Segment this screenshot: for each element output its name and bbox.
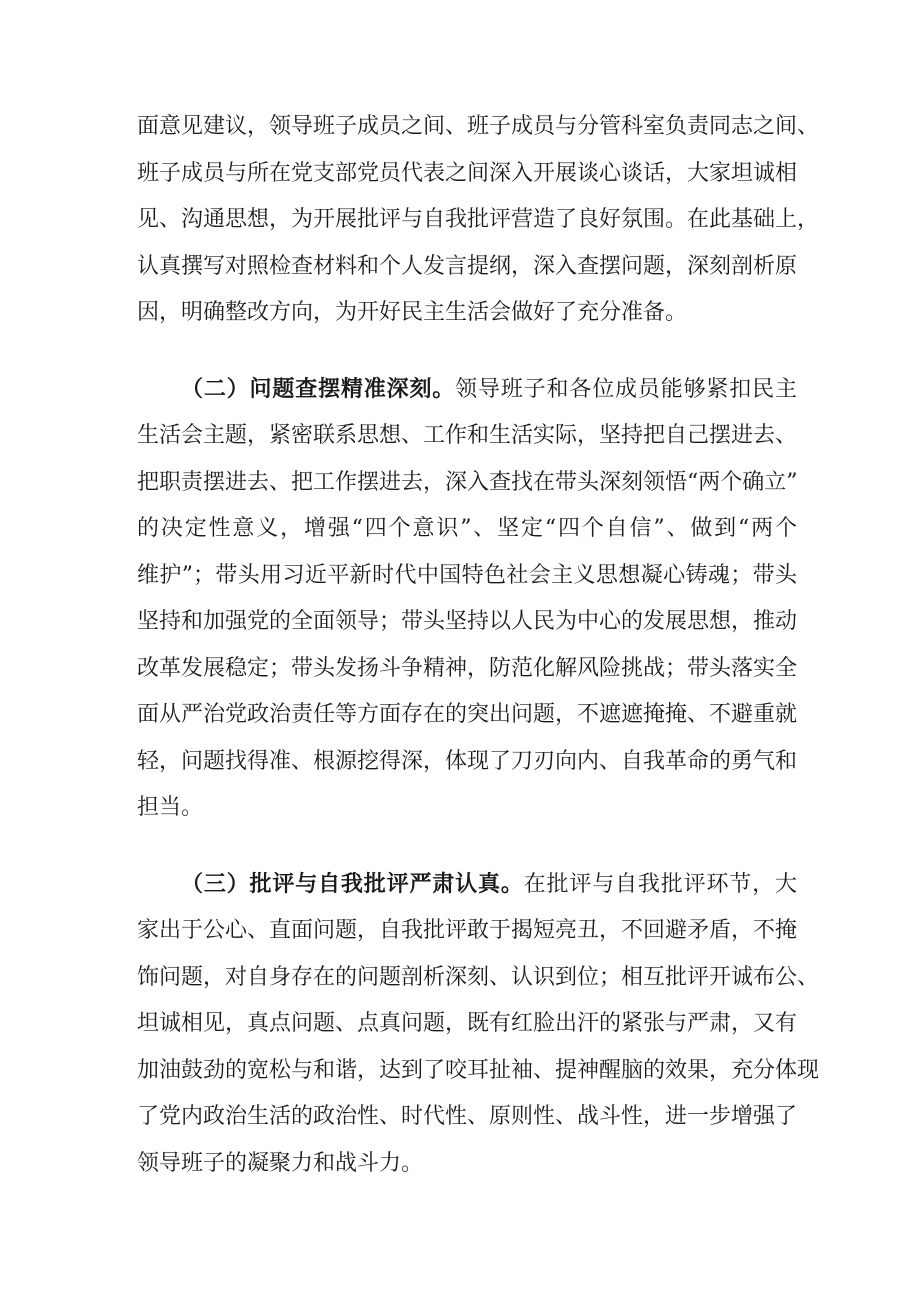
paragraph-first-line [137,367,797,414]
paragraph-line: 因，明确整改方向，为开好民主生活会做好了充分准备。 [137,300,688,325]
paragraph-line: 维护”；带头用习近平新时代中国特色社会主义思想凝心铸魂；带头 [137,562,797,588]
paragraph-spacer [137,832,797,862]
paragraph-line: 家出于公心、直面问题，自我批评敢于揭短亮丑，不回避矛盾，不掩 [137,918,798,943]
paragraph-line: 坚持和加强党的全面领导；带头坚持以人民为中心的发展思想，推动 [137,609,798,634]
section-heading: （三）批评与自我批评严肃认真。 [181,871,524,897]
paragraph-line: 班子成员与所在党支部党员代表之间深入开展谈心谈话，大家坦诚相 [137,160,798,186]
paragraph-line: 饰问题，对自身存在的问题剖析深刻、认识到位；相互批评开诚布公、 [137,964,820,990]
paragraph-line: 面意见建议，领导班子成员之间、班子成员与分管科室负责同志之间、 [137,114,820,139]
paragraph-line: 面从严治党政治责任等方面存在的突出问题，不遮遮掩掩、不避重就 [137,702,798,727]
paragraph-line: 把职责摆进去、把工作摆进去，深入查找在带头深刻领悟“两个确立” [137,469,798,495]
document-body [137,104,820,1187]
paragraph-2 [137,367,797,832]
paragraph-line: 加油鼓劲的宽松与和谐，达到了咬耳扯袖、提神醒脑的效果，充分体现 [137,1057,820,1083]
paragraph-line: 的决定性意义，增强“四个意识”、坚定“四个自信”、做到“两个 [137,516,797,541]
paragraph-line: 担当。 [137,795,204,820]
paragraph-line: 生活会主题，紧密联系思想、工作和生活实际，坚持把自己摆进去、 [137,423,798,448]
paragraph-text: 在批评与自我批评环节，大 [523,871,797,897]
paragraph-line: 领导班子的凝聚力和战斗力。 [137,1150,424,1176]
paragraph-line: 认真撰写对照检查材料和个人发言提纲，深入查摆问题，深刻剖析原 [137,253,798,279]
paragraph-text: 领导班子和各位成员能够紧扣民主 [455,376,797,402]
paragraph-first-line [137,862,797,909]
paragraph-line: 了党内政治生活的政治性、时代性、原则性、战斗性，进一步增强了 [137,1104,798,1129]
paragraph-1 [137,104,820,337]
paragraph-line: 改革发展稳定；带头发扬斗争精神，防范化解风险挑战；带头落实全 [137,655,798,681]
paragraph-spacer [137,337,797,367]
paragraph-line: 坦诚相见，真点问题、点真问题，既有红脸出汗的紧张与严肃，又有 [137,1011,798,1036]
paragraph-3 [137,862,820,1188]
section-heading: （二）问题查摆精准深刻。 [181,376,456,402]
paragraph-line: 见、沟通思想，为开展批评与自我批评营造了良好氛围。在此基础上， [137,207,820,232]
paragraph-line: 轻，问题找得准、根源挖得深，体现了刀刃向内、自我革命的勇气和 [137,748,798,774]
